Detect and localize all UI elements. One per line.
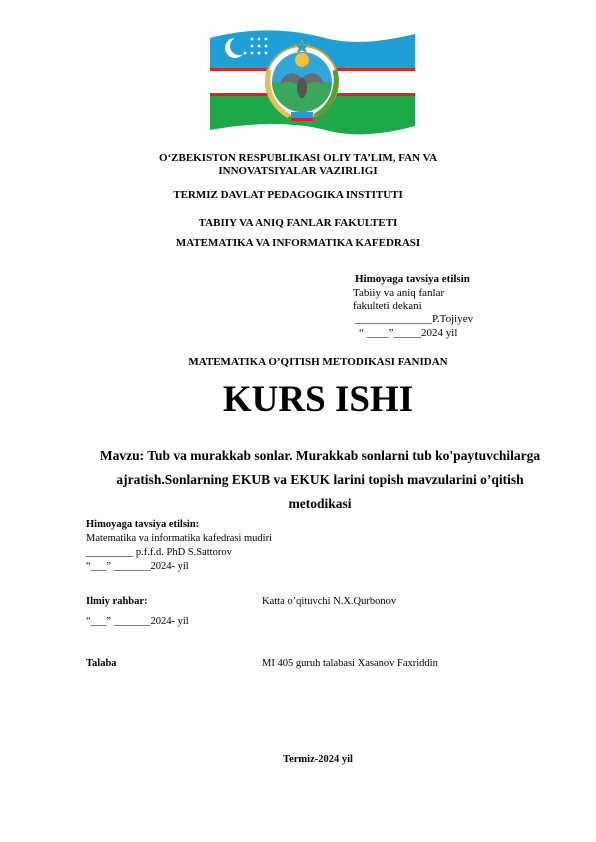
student-label: Talaba xyxy=(86,658,117,669)
student-name: MI 405 guruh talabasi Xasanov Faxriddin xyxy=(262,658,438,669)
approval-right-date: “ ____”_____2024 yil xyxy=(359,327,458,339)
document-title: KURS ISHI xyxy=(222,379,414,420)
approval-right-line2: fakulteti dekani xyxy=(353,300,422,312)
ministry-line-1: O‘ZBEKISTON RESPUBLIKASI OLIY TA’LIM, FAN VA xyxy=(158,152,438,164)
subject-line: MATEMATIKA O’QITISH METODIKASI FANIDAN xyxy=(188,356,448,368)
approval-left-signature: _________ p.f.f.d. PhD S.Sattorov xyxy=(86,547,232,558)
department-name: MATEMATIKA VA INFORMATIKA KAFEDRASI xyxy=(175,237,421,249)
approval-right-title: Himoyaga tavsiya etilsin xyxy=(355,273,470,285)
faculty-name: TABIIY VA ANIQ FANLAR FAKULTETI xyxy=(198,217,398,229)
supervisor-label: Ilmiy rahbar: xyxy=(86,596,148,607)
topic-line-3: metodikasi xyxy=(288,496,352,511)
topic-line-2: ajratish.Sonlarning EKUB va EKUK larini topish mavzularini o’qitish xyxy=(116,472,524,487)
supervisor-name: Katta o’qituvchi N.X.Qurbonov xyxy=(262,596,397,607)
approval-right-line1: Tabiiy va aniq fanlar xyxy=(353,287,445,299)
topic-line-1: Mavzu: Tub va murakkab sonlar. Murakkab sonlarni tub ko'paytuvchilarga xyxy=(99,448,541,463)
approval-right-signature: ______________P.Tojiyev xyxy=(355,313,474,325)
footer-city-year: Termiz-2024 yil xyxy=(283,754,353,765)
approval-left-date: “___” _______2024- yil xyxy=(86,561,189,572)
approval-left-title: Himoyaga tavsiya etilsin: xyxy=(86,519,200,530)
approval-left-line1: Matematika va informatika kafedrasi mudiri xyxy=(86,533,273,544)
institute-name: TERMIZ DAVLAT PEDAGOGIKA INSTITUTI xyxy=(173,189,403,201)
flag-with-emblem-image xyxy=(205,26,420,138)
ministry-line-2: INNOVATSIYALAR VAZIRLIGI xyxy=(218,165,378,177)
supervisor-date: “___” _______2024- yil xyxy=(86,616,189,627)
